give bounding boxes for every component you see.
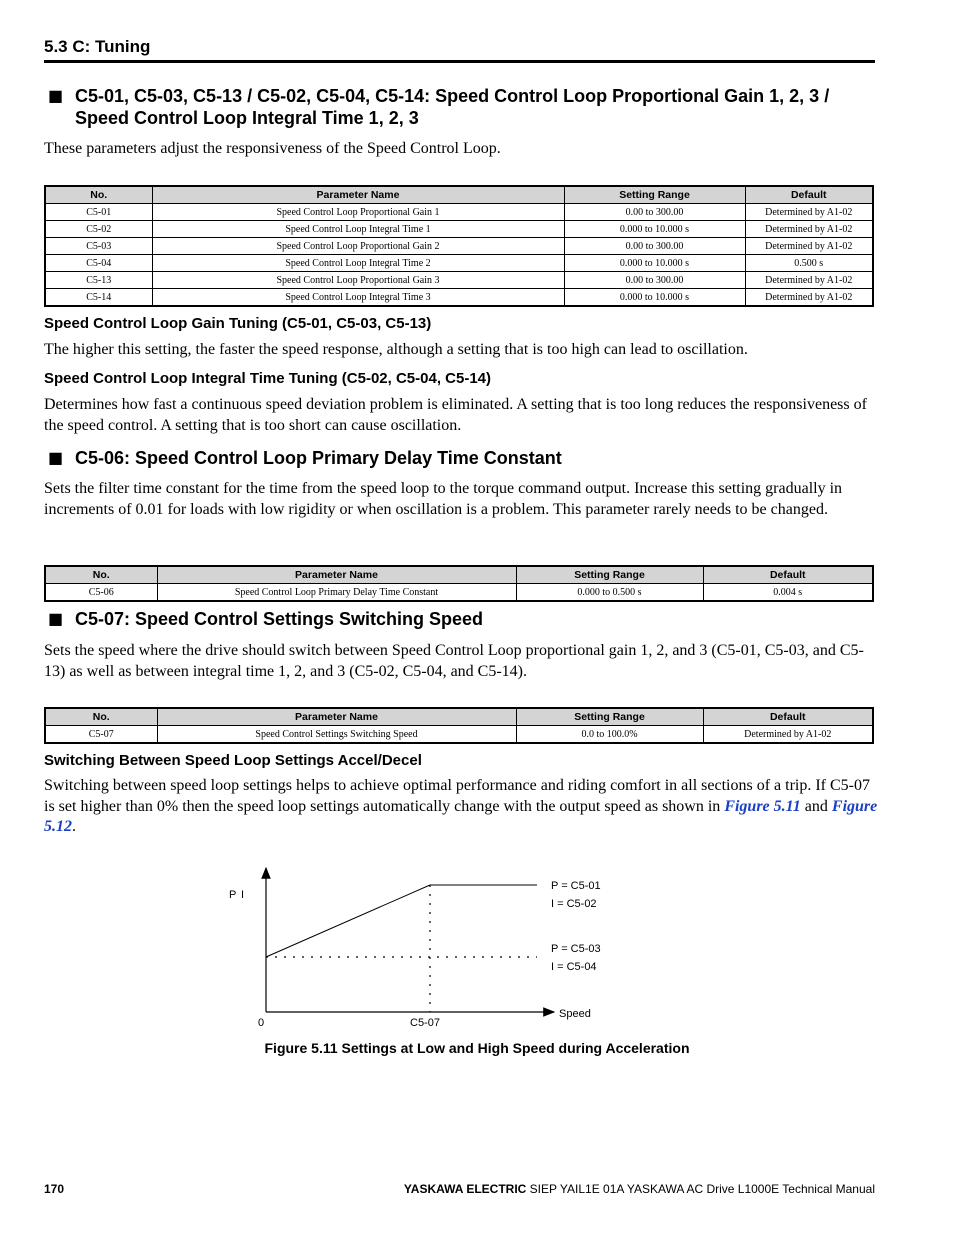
- c5-06-description: Sets the filter time constant for the time from the speed loop to the torque command output. Increase this setting gradually in increments of 0.01 for loads with low rigidity or when oscillation is a problem. This parameter rarely needs to be changed.: [44, 480, 843, 518]
- col-header-no: No.: [45, 566, 157, 584]
- cell-name: Speed Control Loop Integral Time 2: [152, 255, 564, 272]
- integral-tuning-text: Determines how fast a continuous speed deviation problem is eliminated. A setting that is too long reduces the responsiveness of the speed control. A setting that is too short can cause oscillation.: [44, 396, 867, 434]
- figure-5-12-link[interactable]: Figure 5.12: [44, 797, 878, 835]
- parameter-table-c5-07: [44, 707, 874, 744]
- cell-no: C5-07: [45, 726, 157, 744]
- section-header: 5.3 C: Tuning: [44, 37, 151, 56]
- high-p-label: P = C5-01: [551, 880, 601, 892]
- cell-range: 0.000 to 10.000 s: [564, 255, 745, 272]
- intro-paragraph: These parameters adjust the responsiveness of the Speed Control Loop.: [44, 140, 501, 157]
- heading-title: C5-01, C5-03, C5-13 / C5-02, C5-04, C5-14: Speed Control Loop Proportional Gain 1, 2, 3 / Speed Control Loop Integral Time 1, 2, 3: [75, 86, 830, 128]
- cell-name: Speed Control Loop Proportional Gain 3: [152, 272, 564, 289]
- section-heading-c5-06: [48, 447, 878, 469]
- cell-range: 0.000 to 0.500 s: [516, 584, 703, 602]
- cell-default: Determined by A1-02: [745, 289, 873, 307]
- col-header-name: Parameter Name: [157, 566, 516, 584]
- cell-no: C5-06: [45, 584, 157, 602]
- cell-no: C5-13: [45, 272, 152, 289]
- gain-tuning-text: The higher this setting, the faster the speed response, although a setting that is too high can lead to oscillation.: [44, 341, 748, 358]
- table-row: [45, 272, 873, 289]
- c5-07-description: Sets the speed where the drive should switch between Speed Control Loop proportional gain 1, 2, and 3 (C5-01, C5-03, and C5-13) as well as between integral time 1, 2, and 3 (C5-02, C5-04, and C5-14).: [44, 642, 864, 680]
- switching-text-and: and: [800, 797, 832, 815]
- cell-default: 0.004 s: [703, 584, 873, 602]
- integral-tuning-subheading: Speed Control Loop Integral Time Tuning (C5-02, C5-04, C5-14): [44, 370, 491, 387]
- table-row: [45, 204, 873, 221]
- square-bullet-icon: ■: [48, 448, 64, 467]
- cell-range: 0.000 to 10.000 s: [564, 289, 745, 307]
- table-row: [45, 289, 873, 307]
- table-header-row: [45, 708, 873, 726]
- switch-point-label: C5-07: [410, 1017, 440, 1029]
- table-row: [45, 726, 873, 744]
- cell-range: 0.00 to 300.00: [564, 238, 745, 255]
- footer-brand: YASKAWA ELECTRIC: [403, 1182, 527, 1196]
- cell-name: Speed Control Loop Integral Time 3: [152, 289, 564, 307]
- low-p-label: P = C5-03: [551, 943, 601, 955]
- col-header-default: Default: [703, 566, 873, 584]
- page-number: 170: [44, 1182, 65, 1196]
- cell-no: C5-04: [45, 255, 152, 272]
- cell-no: C5-03: [45, 238, 152, 255]
- cell-name: Speed Control Loop Integral Time 1: [152, 221, 564, 238]
- table-row: [45, 221, 873, 238]
- switching-paragraph: [44, 776, 878, 838]
- heading-title: C5-07: Speed Control Settings Switching Speed: [75, 609, 484, 629]
- square-bullet-icon: ■: [48, 609, 64, 628]
- switching-text: Switching between speed loop settings helps to achieve optimal performance and riding comfort in all sections of a trip. If C5-07 is set higher than 0% then the speed loop settings automatically change with the output speed as shown in: [44, 777, 871, 815]
- cell-no: C5-02: [45, 221, 152, 238]
- col-header-no: No.: [45, 186, 152, 204]
- figure-5-11-link[interactable]: Figure 5.11: [724, 797, 801, 815]
- heading-title: C5-06: Speed Control Loop Primary Delay Time Constant: [75, 448, 562, 468]
- origin-label: 0: [258, 1017, 265, 1029]
- cell-range: 0.0 to 100.0%: [516, 726, 703, 744]
- footer-document-info: [404, 1182, 875, 1196]
- cell-name: Speed Control Loop Proportional Gain 1: [152, 204, 564, 221]
- col-header-range: Setting Range: [516, 566, 703, 584]
- cell-range: 0.000 to 10.000 s: [564, 221, 745, 238]
- cell-range: 0.00 to 300.00: [564, 204, 745, 221]
- square-bullet-icon: ■: [48, 86, 64, 105]
- cell-default: Determined by A1-02: [745, 221, 873, 238]
- gain-tuning-subheading: Speed Control Loop Gain Tuning (C5-01, C5-03, C5-13): [44, 315, 432, 332]
- table-header-row: [45, 566, 873, 584]
- cell-default: 0.500 s: [745, 255, 873, 272]
- header-divider: [44, 60, 875, 63]
- col-header-range: Setting Range: [564, 186, 745, 204]
- table-row: [45, 238, 873, 255]
- y-label-p: P: [229, 889, 237, 901]
- col-header-no: No.: [45, 708, 157, 726]
- section-heading-c5-01: [48, 85, 878, 129]
- table-header-row: [45, 186, 873, 204]
- y-label-i: I: [241, 889, 245, 901]
- gain-ramp-line: [266, 885, 430, 957]
- switching-text-end: .: [72, 818, 76, 835]
- cell-no: C5-01: [45, 204, 152, 221]
- cell-name: Speed Control Loop Proportional Gain 2: [152, 238, 564, 255]
- cell-range: 0.00 to 300.00: [564, 272, 745, 289]
- high-i-label: I = C5-02: [551, 898, 597, 910]
- cell-default: Determined by A1-02: [745, 238, 873, 255]
- footer-doc-title: SIEP YAIL1E 01A YASKAWA AC Drive L1000E Technical Manual: [526, 1182, 875, 1196]
- section-heading-c5-07: [48, 608, 878, 630]
- low-i-label: I = C5-04: [551, 961, 597, 973]
- parameter-table-gain-integral: [44, 185, 874, 307]
- col-header-default: Default: [703, 708, 873, 726]
- x-axis-label: Speed: [559, 1008, 591, 1020]
- parameter-table-c5-06: [44, 565, 874, 602]
- col-header-default: Default: [745, 186, 873, 204]
- cell-default: Determined by A1-02: [745, 272, 873, 289]
- table-row: [45, 584, 873, 602]
- col-header-name: Parameter Name: [152, 186, 564, 204]
- figure-caption: Figure 5.11 Settings at Low and High Speed during Acceleration: [264, 1040, 690, 1056]
- col-header-name: Parameter Name: [157, 708, 516, 726]
- cell-default: Determined by A1-02: [745, 204, 873, 221]
- table-row: [45, 255, 873, 272]
- cell-name: Speed Control Loop Primary Delay Time Constant: [157, 584, 516, 602]
- cell-default: Determined by A1-02: [703, 726, 873, 744]
- cell-no: C5-14: [45, 289, 152, 307]
- switching-subheading: Switching Between Speed Loop Settings Accel/Decel: [44, 752, 422, 769]
- figure-5-11-diagram: [0, 860, 954, 1035]
- col-header-range: Setting Range: [516, 708, 703, 726]
- cell-name: Speed Control Settings Switching Speed: [157, 726, 516, 744]
